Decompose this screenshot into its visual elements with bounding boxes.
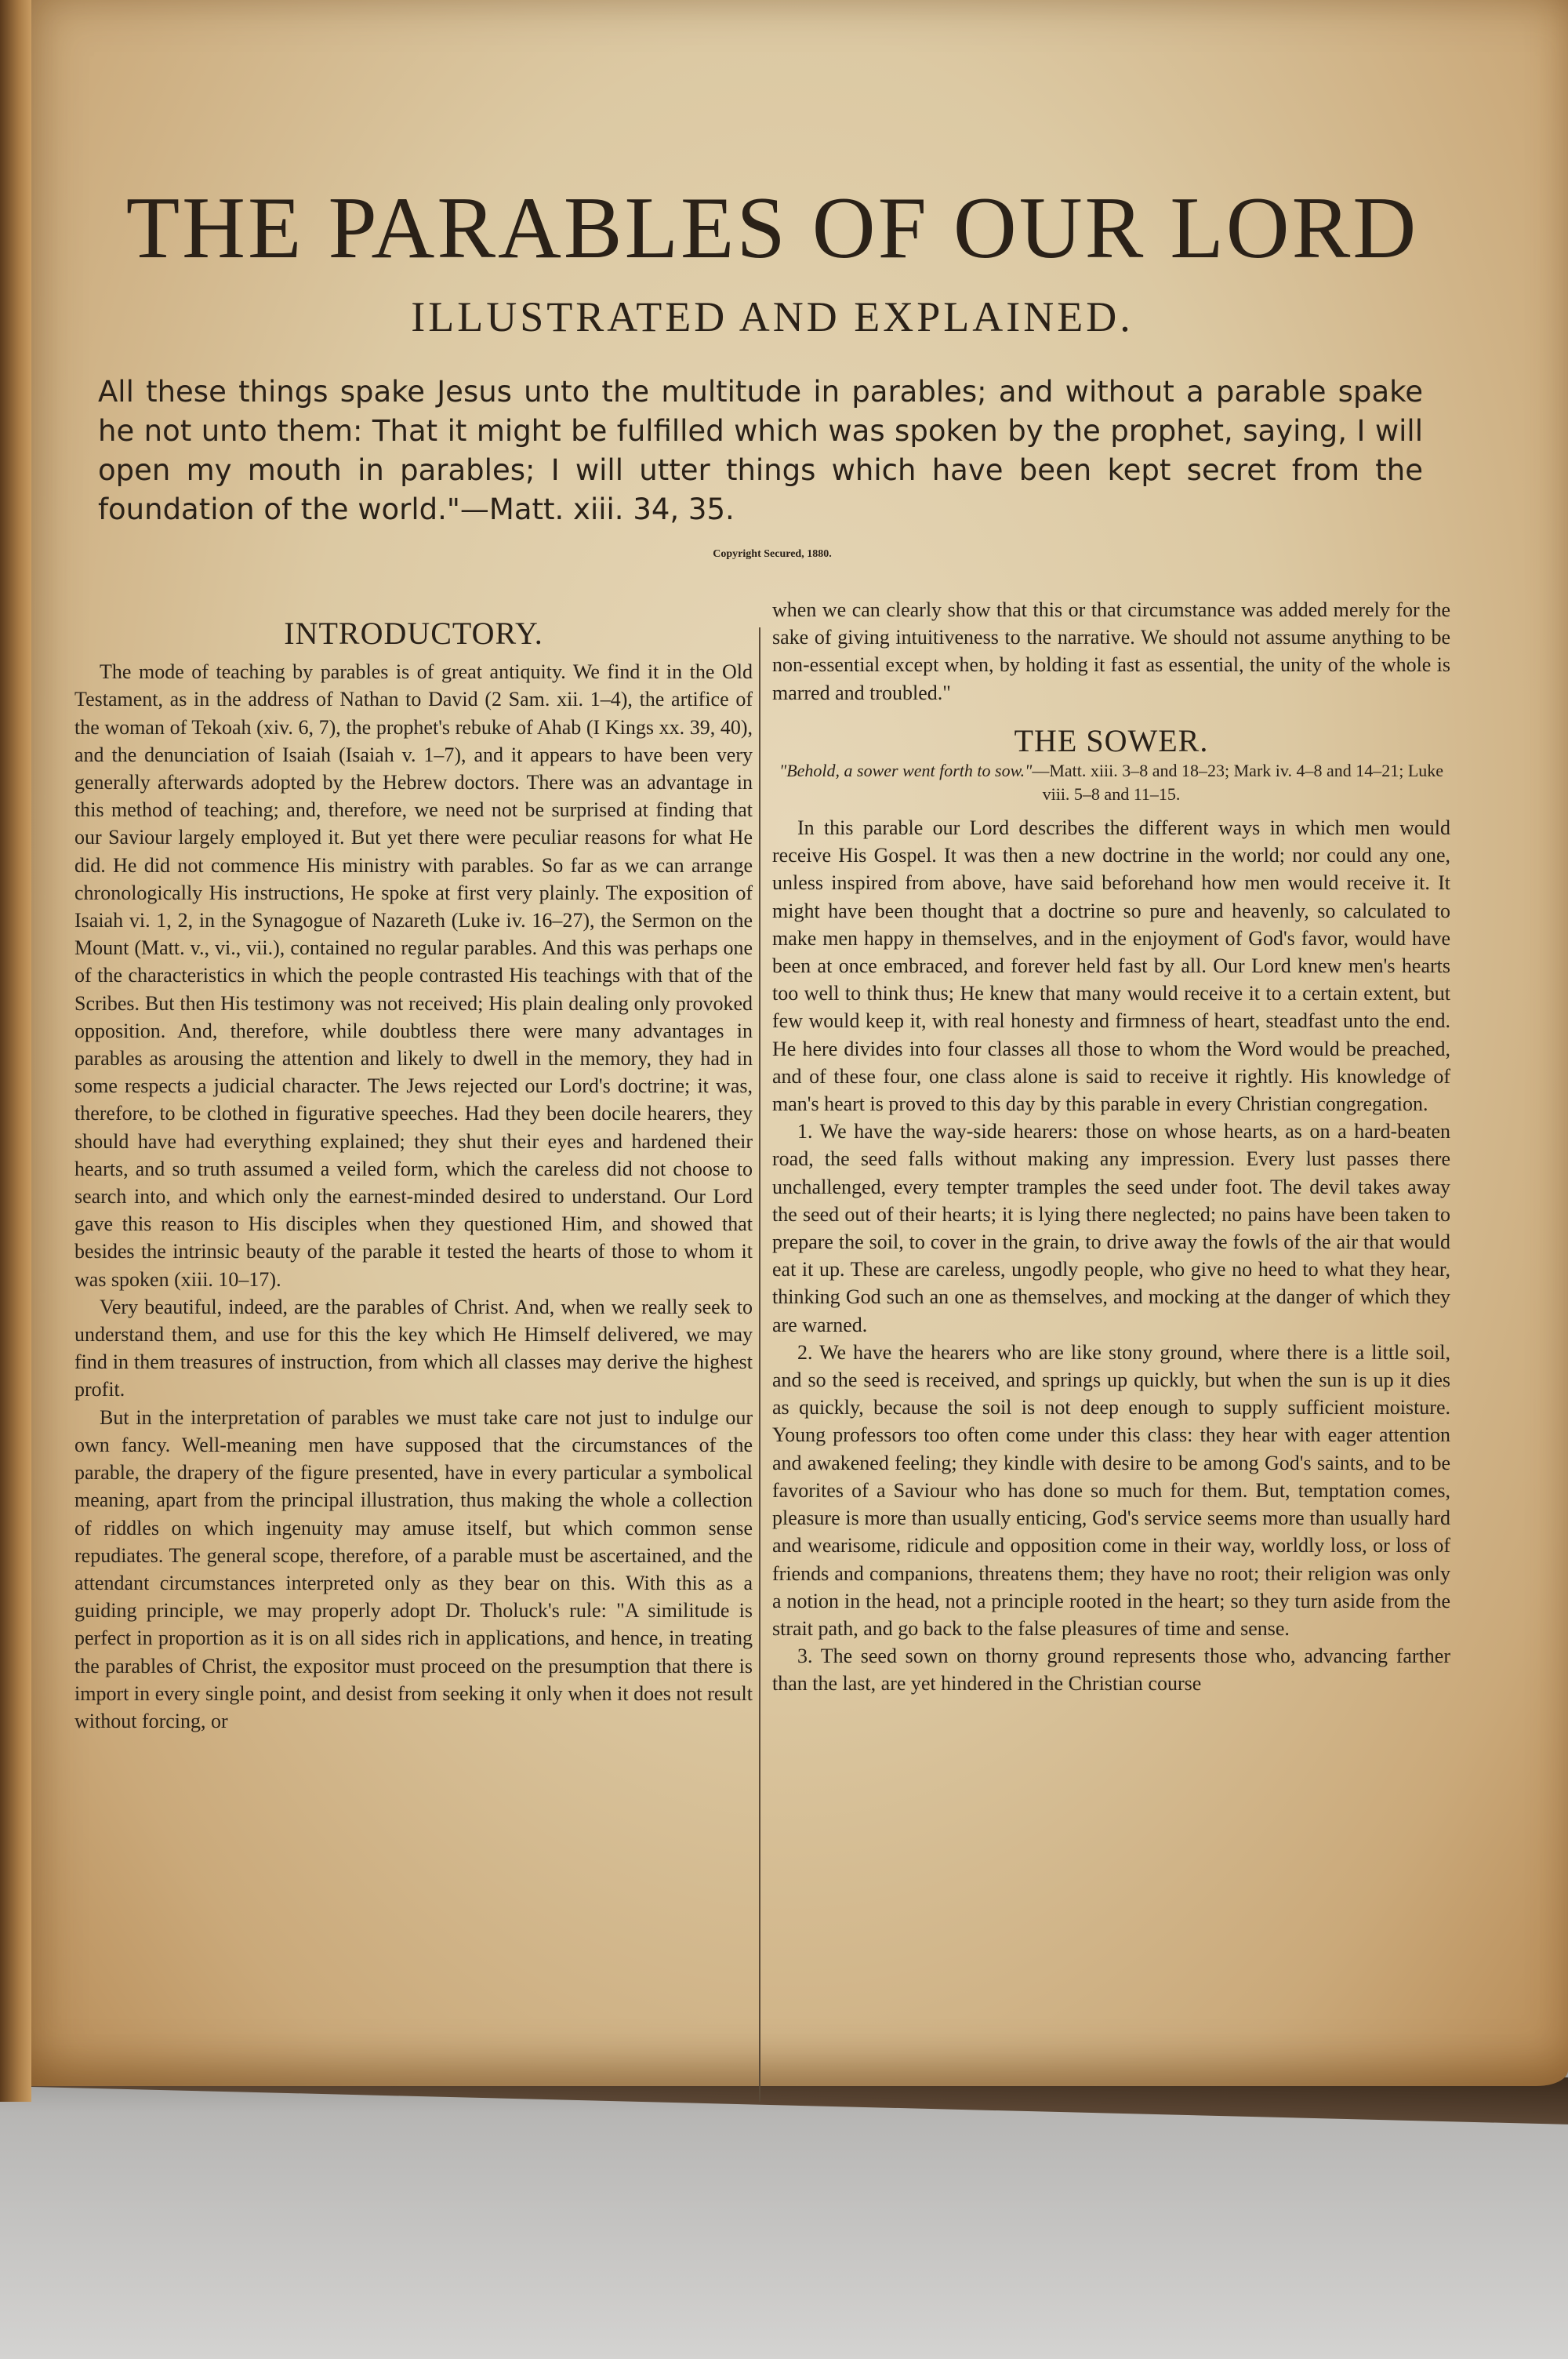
page-subtitle: ILLUSTRATED AND EXPLAINED. (411, 293, 1134, 341)
sower-reference-quote: "Behold, a sower went forth to sow." (779, 761, 1033, 781)
introductory-heading: INTRODUCTORY. (284, 616, 543, 651)
epigraph: All these things spake Jesus unto the multitude in parables; and without a parable spake he not unto them: That it might be fulfilled which was spoken by the prophet, saying, I will open my mouth in parables; I will utter things which have been kept secret from the foundation of the world."—Matt. xiii. 34, 35. (98, 374, 1423, 526)
intro-continuation: when we can clearly show that this or that circumstance was added merely for the sake of giving intuitiveness to the narrative. We should not assume anything to be non-essential except when, by holding it fast as essential, the unity of the whole is marred and troubled." (772, 598, 1450, 704)
page-content (74, 180, 1470, 1732)
sower-paragraph: In this parable our Lord describes the different ways in which men would receive His Gospel. It was then a new doctrine in the world; nor could any one, unless inspired from above, have said beforehand how men would receive it. It might have been thought that a doctrine so pure and heavenly, so calculated to make men happy in themselves, and in the enjoyment of God's favor, would have been at once embraced, and forever held fast by all. Our Lord knew men's hearts too well to think thus; He knew that many would receive it to a certain extent, but few would keep it, with real honesty and firmness of heart, steadfast unto the end. He here divides into four classes all those to whom the Word would be preached, and of these four, one class alone is said to receive it rightly. His knowledge of man's heart is proved to this day by this parable in every Christian congregation. (772, 816, 1450, 1116)
sower-paragraph: 1. We have the way-side hearers: those on whose hearts, as on a hard-beaten road, the seed falls without making any impression. Every lust passes there unchallenged, every tempter tramples the seed under foot. The devil takes away the seed out of their hearts; it is lying there neglected; no pains have been taken to prepare the soil, to cover in the grain, to drive away the fowls of the air that would eat it up. These are careless, ungodly people, who give no heed to what they hear, thinking God such an one as themselves, and mocking at the danger of which they are warned. (772, 1120, 1450, 1336)
column-divider (759, 627, 760, 2102)
sower-reference-citation: —Matt. xiii. 3–8 and 18–23; Mark iv. 4–8 and 14–21; Luke viii. 5–8 and 11–15. (1032, 761, 1444, 805)
intro-paragraph: The mode of teaching by parables is of great antiquity. We find it in the Old Testament, as in the address of Nathan to David (2 Sam. xii. 1–4), the artifice of the woman of Tekoah (xiv. 6, 7), the prophet's rebuke of Ahab (I Kings xx. 39, 40), and the denunciation of Isaiah (Isaiah v. 1–7), and it appears to have been very generally afterwards adopted by the Hebrew doctors. There was an advantage in this method of teaching; and, therefore, we need not be surprised at finding that our Saviour largely employed it. But yet there were peculiar reasons for what He did. He did not commence His ministry with parables. So far as we can arrange chronologically His instructions, He spoke at first very plainly. The exposition of Isaiah vi. 1, 2, in the Synagogue of Nazareth (Luke iv. 16–27), the Sermon on the Mount (Matt. v., vi., vii.), contained no regular parables. And this was perhaps one of the characteristics in which the people contrasted His teachings with that of the Scribes. But then His testimony was not received; His plain dealing only provoked opposition. And, therefore, while doubtless there were many advantages in parables as arousing the attention and likely to dwell in the memory, they had in some respects a judicial character. The Jews rejected our Lord's doctrine; it was, therefore, to be clothed in figurative speeches. Had they been docile hearers, they should have had everything explained; they shut their eyes and hardened their hearts, and so truth assumed a veiled form, which the careless did not choose to search into, and which only the earnest-minded desired to understand. Our Lord gave this reason to His disciples when they questioned Him, and showed that besides the intrinsic beauty of the parable it tested the hearts of those to whom it was spoken (xiii. 10–17). (74, 660, 753, 1291)
book-spine (0, 0, 31, 2102)
intro-paragraph: But in the interpretation of parables we must take care not just to indulge our own fancy. Well-meaning men have supposed that the circumstances of the parable, the drapery of the figure presented, have in every particular a symbolical meaning, apart from the principal illustration, thus making the whole a collection of riddles on which ingenuity may amuse itself, but which common sense repudiates. The general scope, therefore, of a parable must be ascertained, and the attendant circumstances interpreted only as they bear on this. With this as a guiding principle, we may properly adopt Dr. Tholuck's rule: "A similitude is perfect in proportion as it is on all sides rich in applications, and hence, in treating the parables of Christ, the expositor must proceed on the presumption that there is import in every single point, and desist from seeking it only when it does not result without forcing, or (74, 1405, 753, 1732)
text-columns (74, 596, 1470, 2133)
sower-reference (772, 759, 1450, 806)
sower-paragraph: 2. We have the hearers who are like stony ground, where there is a little soil, and so the seed is received, and springs up quickly, but when the sun is up it dies as quickly, because the soil is not deep enough to supply sufficient moisture. Young professors too often come under this class: they hear with eager attention and awakened feeling; they kindle with desire to be among God's saints, and to be favorites of a Saviour who has done so much for them. But, temptation comes, pleasure is more than usually enticing, God's service seems more than usually hard and wearisome, ridicule and opposition come in their way, worldly loss, or loss of friends and companions, threatens them; they have no root; their religion was only a notion in the head, not a principle rooted in the heart; so they turn aside from the strait path, and go back to the false pleasures of time and sense. (772, 1340, 1450, 1640)
right-column (772, 596, 1450, 1698)
sower-heading: THE SOWER. (1014, 722, 1209, 758)
intro-paragraph: Very beautiful, indeed, are the parables of Christ. And, when we really seek to understand them, and use for this the key which He Himself delivered, we may find in them treasures of instruction, from which all classes may derive the highest profit. (74, 1295, 753, 1401)
copyright-notice: Copyright Secured, 1880. (713, 547, 832, 560)
left-column (74, 596, 753, 1735)
page-title: THE PARABLES OF OUR LORD (125, 180, 1419, 277)
sower-paragraph: 3. The seed sown on thorny ground represents those who, advancing farther than the last, are yet hindered in the Christian course (772, 1645, 1450, 1696)
